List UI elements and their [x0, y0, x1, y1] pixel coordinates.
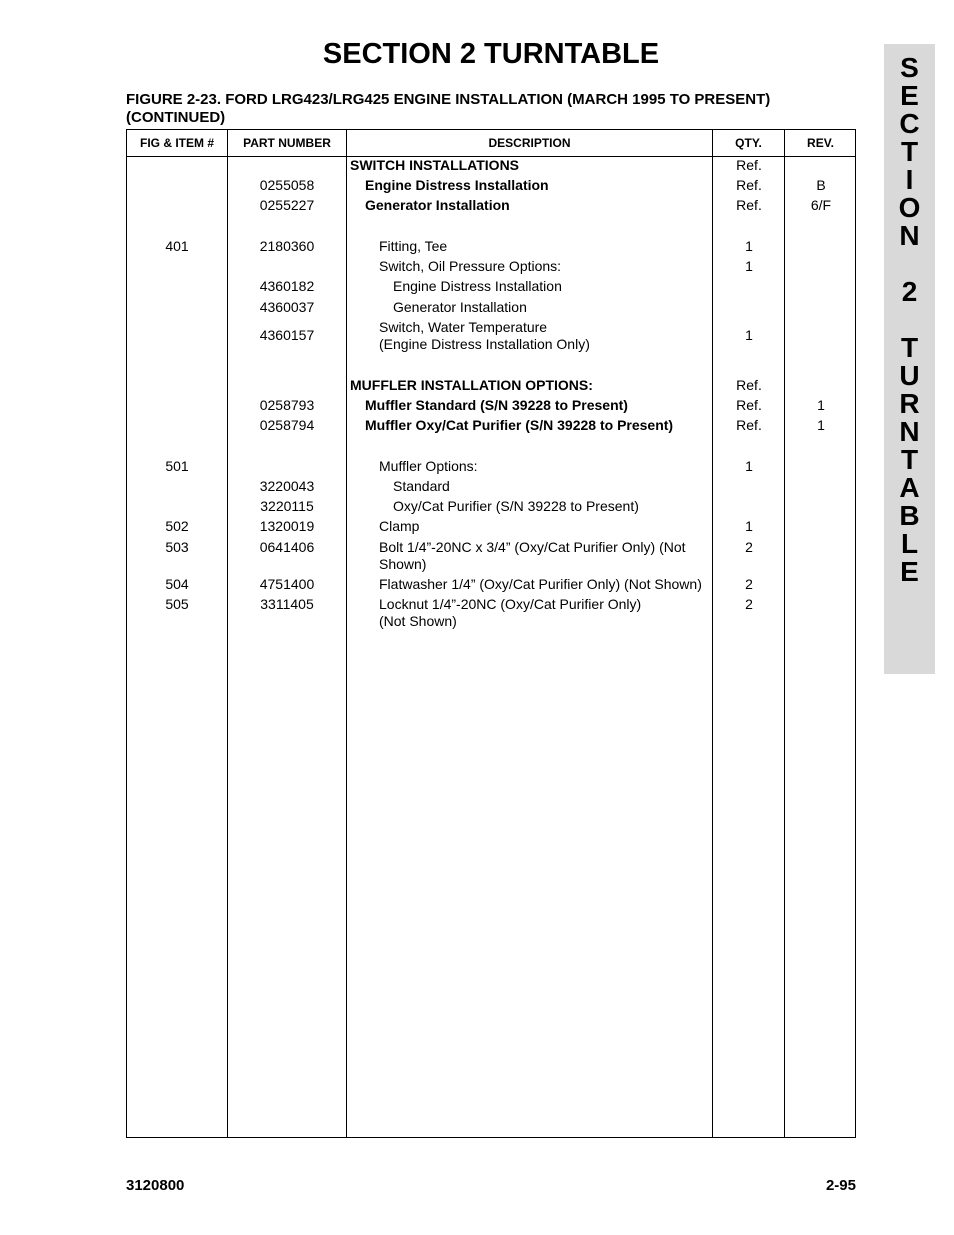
- part-cell: 3311405: [260, 596, 314, 612]
- qty-cell: Ref.: [736, 197, 762, 213]
- tab-letter: I: [905, 164, 914, 195]
- desc-cell: Fitting, Tee: [379, 238, 448, 254]
- tab-letter: T: [900, 332, 919, 363]
- tab-letter: N: [899, 220, 920, 251]
- parts-table: [126, 129, 856, 1138]
- qty-cell: 1: [745, 518, 753, 534]
- part-cell: 4360037: [259, 299, 315, 315]
- part-cell: 1320019: [259, 518, 315, 534]
- tab-letter: T: [900, 444, 919, 475]
- header-rev: REV.: [807, 136, 834, 150]
- fig-cell: 501: [165, 458, 189, 474]
- qty-cell: 2: [745, 576, 753, 592]
- part-cell: 0255227: [259, 197, 315, 213]
- desc-cell: Bolt 1/4”-20NC x 3/4” (Oxy/Cat Purifier Only) (Not Shown): [379, 539, 686, 572]
- desc-cell: Switch, Water Temperature (Engine Distress Installation Only): [379, 319, 590, 352]
- qty-cell: 2: [745, 596, 753, 612]
- tab-letter: S: [900, 52, 919, 83]
- desc-cell: Locknut 1/4”-20NC (Oxy/Cat Purifier Only) (Not Shown): [379, 596, 642, 629]
- desc-cell: Generator Installation: [393, 299, 527, 315]
- desc-cell: Engine Distress Installation: [393, 278, 562, 294]
- tab-letter: E: [900, 556, 919, 587]
- desc-cell: Switch, Oil Pressure Options:: [379, 258, 562, 274]
- part-cell: 0258794: [259, 417, 315, 433]
- desc-cell: Generator Installation: [365, 197, 510, 213]
- header-qty: QTY.: [735, 136, 762, 150]
- tab-letter: L: [900, 528, 919, 559]
- desc-cell: Muffler Standard (S/N 39228 to Present): [365, 397, 628, 413]
- qty-cell: Ref.: [736, 377, 762, 393]
- desc-cell: MUFFLER INSTALLATION OPTIONS:: [350, 377, 593, 393]
- tab-letter: C: [899, 108, 920, 139]
- part-cell: 0255058: [259, 177, 315, 193]
- header-desc: DESCRIPTION: [488, 136, 571, 150]
- tab-letter: E: [900, 80, 919, 111]
- fig-cell: 502: [165, 518, 189, 534]
- part-cell: 3220115: [260, 498, 314, 514]
- fig-cell: 401: [165, 238, 189, 254]
- desc-cell: Engine Distress Installation: [365, 177, 549, 193]
- part-cell: 0641406: [259, 539, 315, 555]
- rev-cell: 1: [817, 397, 825, 413]
- tab-letter: U: [899, 360, 920, 391]
- qty-cell: 1: [745, 258, 753, 274]
- tab-letter: T: [900, 136, 919, 167]
- document-number: 3120800: [126, 1177, 185, 1194]
- tab-letter: N: [899, 416, 920, 447]
- section-title: SECTION 2 TURNTABLE: [322, 38, 660, 70]
- part-cell: 4360182: [259, 278, 315, 294]
- qty-cell: Ref.: [736, 157, 762, 173]
- desc-cell: Oxy/Cat Purifier (S/N 39228 to Present): [393, 498, 639, 514]
- qty-cell: 1: [745, 238, 753, 254]
- column-divider: [346, 130, 347, 1137]
- rev-cell: 1: [817, 417, 825, 433]
- tab-letter: A: [899, 472, 920, 503]
- desc-cell: Muffler Oxy/Cat Purifier (S/N 39228 to Present): [365, 417, 674, 433]
- part-cell: 4751400: [259, 576, 315, 592]
- tab-letter: R: [899, 388, 920, 419]
- desc-cell: SWITCH INSTALLATIONS: [350, 157, 520, 173]
- desc-cell: Clamp: [379, 518, 420, 534]
- page-number: 2-95: [825, 1177, 856, 1194]
- header-part: PART NUMBER: [243, 136, 331, 150]
- tab-letter: 2: [901, 276, 918, 307]
- qty-cell: Ref.: [736, 397, 762, 413]
- section-side-tab: [884, 44, 935, 674]
- tab-letter: O: [898, 192, 921, 223]
- column-divider: [784, 130, 785, 1137]
- header-fig: FIG & ITEM #: [139, 136, 214, 150]
- qty-cell: Ref.: [736, 177, 762, 193]
- part-cell: 3220043: [259, 478, 315, 494]
- part-cell: 0258793: [259, 397, 315, 413]
- tab-letter: B: [899, 500, 920, 531]
- qty-cell: 1: [745, 327, 753, 343]
- qty-cell: Ref.: [736, 417, 762, 433]
- desc-cell: Muffler Options:: [379, 458, 478, 474]
- fig-cell: 504: [165, 576, 189, 592]
- qty-cell: 2: [745, 539, 753, 555]
- figure-title: FIGURE 2-23. FORD LRG423/LRG425 ENGINE INSTALLATION (MARCH 1995 TO PRESENT) (CONTINUED): [126, 91, 771, 126]
- fig-cell: 505: [165, 596, 189, 612]
- part-cell: 2180360: [259, 238, 315, 254]
- part-cell: 4360157: [259, 327, 315, 343]
- qty-cell: 1: [745, 458, 753, 474]
- desc-cell: Standard: [393, 478, 450, 494]
- rev-cell: B: [816, 177, 826, 193]
- desc-cell: Flatwasher 1/4” (Oxy/Cat Purifier Only) (Not Shown): [379, 576, 702, 592]
- rev-cell: 6/F: [810, 197, 832, 213]
- fig-cell: 503: [165, 539, 189, 555]
